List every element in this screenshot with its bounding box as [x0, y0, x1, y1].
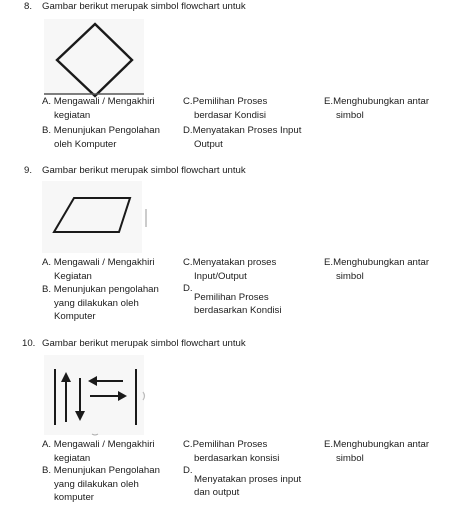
- question-prompt: Gambar berikut merupak simbol flowchart untuk: [42, 338, 246, 349]
- question-prompt: Gambar berikut merupak simbol flowchart untuk: [42, 165, 246, 176]
- option-text: Pemilihan Proses: [194, 291, 269, 303]
- option-letter: A.: [42, 257, 52, 268]
- option-text: Komputer: [54, 311, 96, 322]
- option-text: Pemilihan Proses: [192, 96, 268, 107]
- option-b[interactable]: [42, 464, 160, 505]
- question-number: 9.: [24, 165, 33, 176]
- option-text: kegiatan: [54, 109, 91, 121]
- option-text: simbol: [336, 109, 364, 121]
- option-text: simbol: [336, 452, 364, 464]
- option-letter: A.: [42, 439, 52, 450]
- option-letter: C.: [183, 96, 193, 107]
- option-e[interactable]: [324, 438, 429, 465]
- option-letter: A.: [42, 96, 52, 107]
- option-text: dan output: [194, 487, 240, 498]
- option-text: Kegiatan: [54, 270, 92, 282]
- option-letter: C.: [183, 439, 193, 450]
- option-text: Menghubungkan antar: [333, 257, 430, 268]
- option-letter: E.: [324, 439, 334, 450]
- option-text: Mengawali / Mengakhiri: [53, 439, 155, 450]
- option-text: Menyatakan proses input: [194, 473, 302, 485]
- option-letter: E.: [324, 96, 334, 107]
- option-letter: C.: [183, 257, 193, 268]
- option-text: Pemilihan Proses: [192, 439, 268, 450]
- question-number: 8.: [24, 1, 33, 12]
- option-text: Menunjukan pengolahan: [53, 284, 159, 295]
- question-number: 10.: [22, 338, 36, 349]
- option-text: Input/Output: [194, 270, 247, 282]
- option-a[interactable]: [42, 438, 155, 465]
- option-text: Menghubungkan antar: [333, 96, 430, 107]
- option-text: Menghubungkan antar: [333, 439, 430, 450]
- option-text: Menyatakan proses: [192, 257, 277, 268]
- option-letter: B.: [42, 125, 52, 136]
- option-text: oleh Komputer: [54, 138, 117, 150]
- option-text: berdasar Kondisi: [194, 109, 266, 121]
- option-letter: B.: [42, 284, 52, 295]
- option-text: yang dilakukan oleh: [54, 478, 139, 490]
- option-text: Mengawali / Mengakhiri: [53, 96, 155, 107]
- option-text: kegiatan: [54, 452, 91, 464]
- option-text: simbol: [336, 270, 364, 282]
- option-text: Output: [194, 138, 223, 150]
- question-prompt: Gambar berikut merupak simbol flowchart untuk: [42, 1, 246, 12]
- option-text: Menyatakan Proses Input: [192, 125, 302, 136]
- option-text: yang dilakukan oleh: [54, 297, 139, 309]
- option-text: berdasarkan konsisi: [194, 452, 280, 464]
- option-letter: D.: [183, 465, 193, 476]
- option-text: komputer: [54, 492, 94, 503]
- option-letter: D.: [183, 125, 193, 136]
- option-text: Menunjukan Pengolahan: [53, 465, 160, 476]
- option-d[interactable]: [183, 464, 301, 500]
- option-text: berdasarkan Kondisi: [194, 305, 282, 316]
- option-c[interactable]: [183, 438, 279, 465]
- option-letter: E.: [324, 257, 334, 268]
- option-letter: D.: [183, 283, 193, 294]
- option-text: Menunjukan Pengolahan: [53, 125, 160, 136]
- option-letter: B.: [42, 465, 52, 476]
- option-text: Mengawali / Mengakhiri: [53, 257, 155, 268]
